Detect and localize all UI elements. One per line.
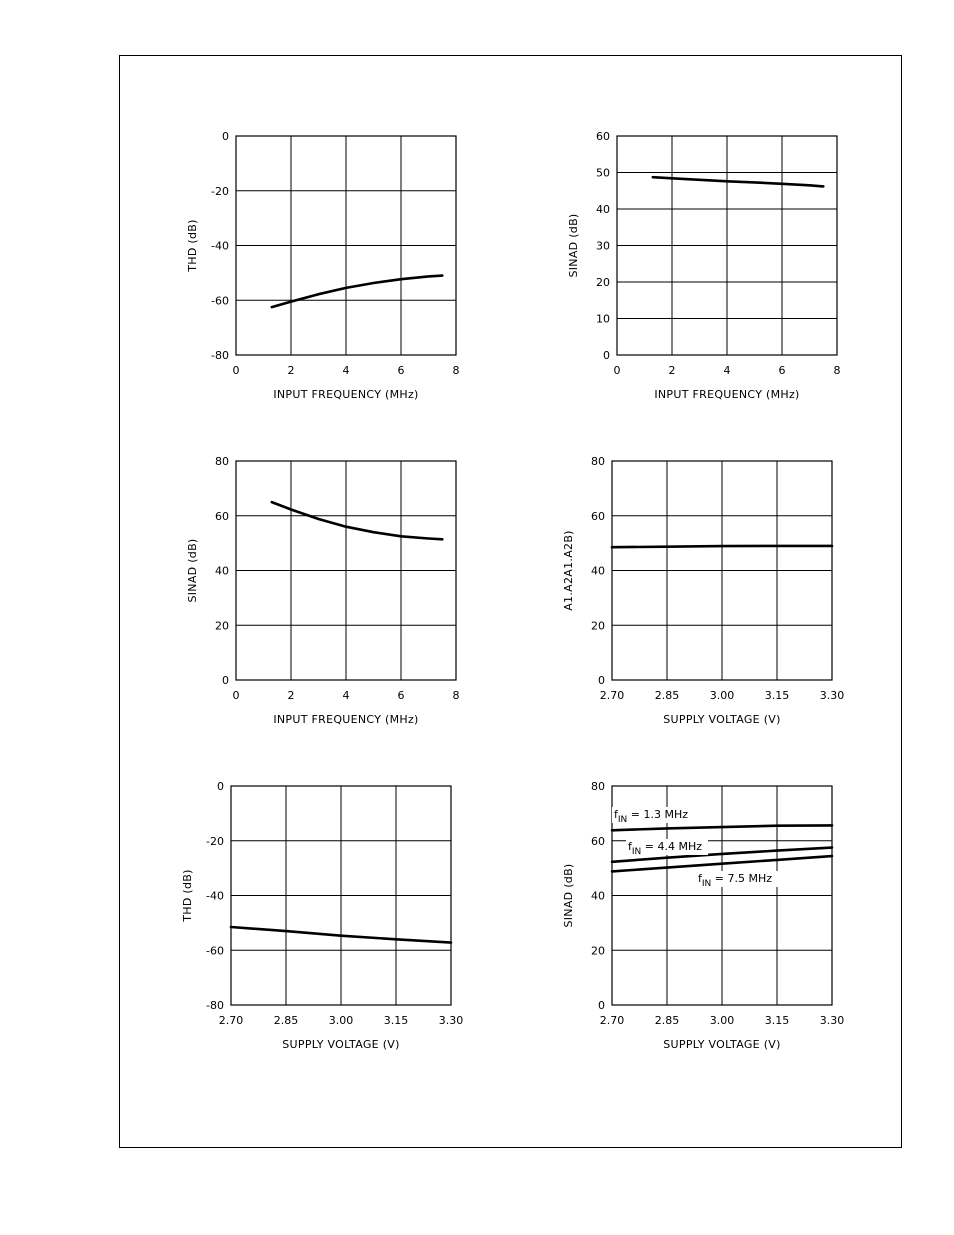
y-tick-label: 0: [222, 130, 229, 143]
y-tick-label: 0: [598, 999, 605, 1012]
y-tick-label: 20: [215, 619, 229, 633]
y-tick-label: 40: [591, 564, 605, 578]
series-label: $f_{IN} = 7.5$ MHz: [698, 872, 773, 889]
y-tick-label: -80: [206, 999, 224, 1012]
y-tick-label: -40: [206, 889, 224, 903]
x-tick-label: 0: [613, 364, 621, 377]
y-axis-label: A1.A2A1.A2B): [562, 530, 575, 611]
x-axis-label: SUPPLY VOLTAGE (V): [663, 713, 781, 726]
x-axis-label: SUPPLY VOLTAGE (V): [663, 1038, 781, 1051]
y-tick-label: 60: [215, 509, 229, 523]
x-axis-label: INPUT FREQUENCY (MHz): [273, 713, 419, 726]
x-tick-label: 3.00: [709, 1014, 735, 1027]
y-tick-label: -60: [206, 944, 224, 958]
y-tick-label: 50: [596, 166, 610, 180]
x-tick-label: 2.70: [599, 689, 625, 702]
x-axis-label: INPUT FREQUENCY (MHz): [273, 388, 419, 401]
y-tick-label: -20: [211, 184, 229, 198]
y-tick-label: 80: [591, 455, 605, 468]
chart-3: [186, 455, 460, 726]
x-tick-label: 3.00: [328, 1014, 354, 1027]
x-tick-label: 8: [833, 364, 841, 377]
x-tick-label: 0: [232, 689, 240, 702]
y-tick-label: 30: [596, 239, 610, 253]
y-tick-label: 40: [596, 203, 610, 216]
series-label: $f_{IN} = 4.4$ MHz: [628, 840, 703, 857]
x-axis-label: SUPPLY VOLTAGE (V): [282, 1038, 400, 1051]
y-tick-label: -20: [206, 834, 224, 848]
chart-5: [181, 780, 463, 1051]
x-tick-label: 8: [452, 364, 460, 377]
x-tick-label: 2: [287, 689, 295, 702]
x-tick-label: 3.30: [438, 1014, 464, 1027]
y-axis-label: THD (dB): [181, 869, 194, 922]
y-axis-label: SINAD (dB): [186, 538, 199, 603]
y-tick-label: 20: [596, 276, 610, 289]
y-tick-label: 60: [596, 130, 610, 143]
x-tick-label: 3.00: [709, 689, 735, 702]
y-tick-label: 0: [217, 780, 224, 793]
x-tick-label: 3.15: [383, 1014, 409, 1027]
chart-1: [186, 130, 460, 401]
x-tick-label: 2.85: [654, 1014, 680, 1027]
x-tick-label: 0: [232, 364, 240, 377]
x-tick-label: 2.85: [273, 1014, 299, 1027]
y-tick-label: 40: [591, 889, 605, 903]
y-tick-label: -60: [211, 294, 229, 308]
x-tick-label: 3.30: [819, 1014, 845, 1027]
y-tick-label: 80: [591, 780, 605, 793]
chart-2: [567, 130, 841, 401]
x-tick-label: 2.70: [218, 1014, 244, 1027]
y-tick-label: 0: [598, 674, 605, 687]
series-line: [272, 276, 443, 308]
y-axis-label: SINAD (dB): [567, 213, 580, 278]
x-tick-label: 2: [287, 364, 295, 377]
x-tick-label: 6: [397, 364, 405, 377]
x-tick-label: 3.15: [764, 1014, 790, 1027]
series-label: $f_{IN} = 1.3$ MHz: [614, 808, 689, 825]
y-tick-label: -40: [211, 239, 229, 253]
x-tick-label: 3.15: [764, 689, 790, 702]
x-tick-label: 2.85: [654, 689, 680, 702]
y-tick-label: 0: [603, 349, 610, 362]
x-tick-label: 2: [668, 364, 676, 377]
series-line: [653, 177, 824, 186]
x-tick-label: 3.30: [819, 689, 845, 702]
series-line: [272, 502, 443, 539]
y-tick-label: 20: [591, 944, 605, 958]
y-axis-label: THD (dB): [186, 219, 199, 272]
chart-4: [562, 455, 844, 726]
y-tick-label: 80: [215, 455, 229, 468]
y-tick-label: 60: [591, 509, 605, 523]
y-tick-label: -80: [211, 349, 229, 362]
x-tick-label: 4: [342, 364, 350, 377]
series-line: [612, 546, 832, 547]
x-axis-label: INPUT FREQUENCY (MHz): [654, 388, 800, 401]
x-tick-label: 6: [397, 689, 405, 702]
x-tick-label: 2.70: [599, 1014, 625, 1027]
y-tick-label: 60: [591, 834, 605, 848]
y-tick-label: 0: [222, 674, 229, 687]
chart-6: [562, 780, 844, 1051]
y-tick-label: 40: [215, 564, 229, 578]
x-tick-label: 6: [778, 364, 786, 377]
y-tick-label: 20: [591, 619, 605, 633]
y-tick-label: 10: [596, 312, 610, 326]
x-tick-label: 4: [342, 689, 350, 702]
y-axis-label: SINAD (dB): [562, 863, 575, 928]
x-tick-label: 4: [723, 364, 731, 377]
x-tick-label: 8: [452, 689, 460, 702]
